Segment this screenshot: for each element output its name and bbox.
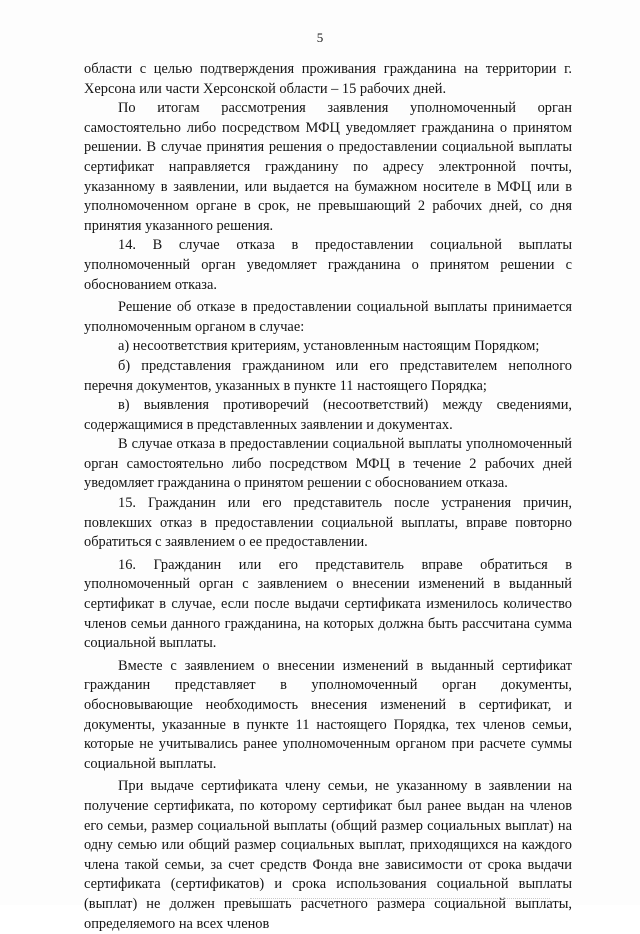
list-item-c: в) выявления противоречий (несоответствий) между сведениями, содержащимися в представленных заявлении и документах. <box>84 397 572 433</box>
paragraph-refusal-grounds: Решение об отказе в предоставлении социальной выплаты принимается уполномоченным органом в случае: <box>84 299 572 335</box>
paragraph-refusal-notice: В случае отказа в предоставлении социальной выплаты уполномоченный орган самостоятельно либо посредством МФЦ в течение 2 рабочих дней уведомляет гражданина о принятом решении с обоснованием отказа. <box>84 436 572 492</box>
paragraph-clause-14: 14. В случае отказа в предоставлении социальной выплаты уполномоченный орган уведомляет гражданина о принятом решении с обоснованием отказа. <box>84 237 572 293</box>
paragraph-decision-notice: По итогам рассмотрения заявления уполномоченный орган самостоятельно либо посредством МФЦ уведомляет гражданина о принятом решении. В случае принятия решения о предоставлении социальной выплаты сертификат направляется гражданину по адресу электронной почты, указанному в заявлении, или выдается на бумажном носителе в МФЦ или в уполномоченном органе в срок, не превышающий 2 рабочих дней, со дня принятия указанного решения. <box>84 100 572 234</box>
document-body <box>84 60 572 934</box>
paragraph-family-member-certificate: При выдаче сертификата члену семьи, не указанному в заявлении на получение сертификата, по которому сертификат был ранее выдан на членов его семьи, размер социальной выплаты (общий размер социальных выплат) на одну семью или общий размер социальных выплат, приходящихся на каждого члена такой семьи, за счет средств Фонда вне зависимости от срока выдачи сертификата (сертификатов) и срока использования социальной выплаты (выплат) не должен превышать расчетного размера социальной выплаты, определяемого на всех членов <box>84 778 572 932</box>
scan-artifact <box>250 896 550 899</box>
paragraph-amendment-documents: Вместе с заявлением о внесении изменений в выданный сертификат гражданин представляет в уполномоченный орган документы, обосновывающие необходимость внесения изменений в сертификат, и документы, указанные в пункте 11 настоящего Порядка, тех членов семьи, которые не учитывались ранее уполномоченным органом при расчете суммы социальной выплаты. <box>84 657 572 772</box>
paragraph-clause-15: 15. Гражданин или его представитель после устранения причин, повлекших отказ в предоставлении социальной выплаты, вправе повторно обратиться с заявлением о ее предоставлении. <box>84 495 572 551</box>
list-item-a: а) несоответствия критериям, установленным настоящим Порядком; <box>118 338 540 355</box>
page-number: 5 <box>316 30 324 45</box>
list-item-b: б) представления гражданином или его представителем неполного перечня документов, указанных в пункте 11 настоящего Порядка; <box>84 357 572 394</box>
paragraph-continuation: области с целью подтверждения проживания гражданина на территории г. Херсона или части Херсонской области – 15 рабочих дней. <box>84 61 572 97</box>
paragraph-clause-16: 16. Гражданин или его представитель вправе обратиться в уполномоченный орган с заявлением о внесении изменений в выданный сертификат в случае, если после выдачи сертификата изменилось количество членов семьи данного гражданина, на которых должна быть рассчитана сумма социальной выплаты. <box>84 556 572 652</box>
